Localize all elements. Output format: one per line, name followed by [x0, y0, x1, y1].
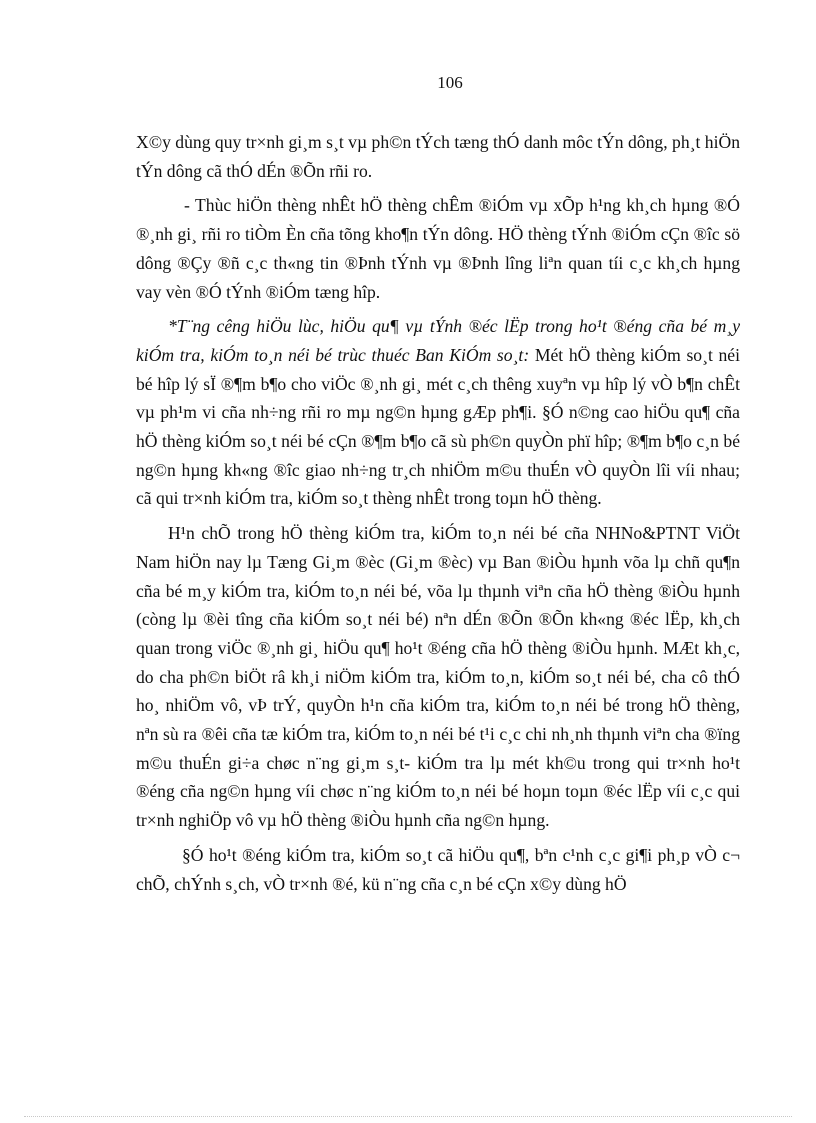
page-number: 106	[437, 73, 463, 92]
paragraph-5: §Ó ho¹t ®éng kiÓm tra, kiÓm so¸t cã hiÖu qu¶, bªn c¹nh c¸c gi¶i ph¸p vÒ c¬ chÕ, chÝnh s¸ch, vÒ tr×nh ®é, kü n¨ng cña c¸n bé cÇn x©y dùng hÖ	[136, 844, 740, 894]
paragraph-3	[136, 312, 740, 513]
paragraph-3-heading: *T¨ng cêng hiÖu lùc, hiÖu qu¶ vµ tÝnh ®éc lËp trong ho¹t ®éng cña bé m¸y kiÓm tra, kiÓm to¸n néi bé trùc thuéc Ban KiÓm so¸t:	[136, 316, 740, 365]
paragraph-3-body: Mét hÖ thèng kiÓm so¸t néi bé hîp lý sÏ ®¶m b¶o cho viÖc ®¸nh gi¸ mét c¸ch thêng xuyªn vµ hîp lý vÒ b¶n chÊt vµ ph¹m vi cña nh÷ng rñi ro mµ ng©n hµng gÆp ph¶i. §Ó n©ng cao hiÖu qu¶ cña hÖ thèng kiÓm so¸t néi bé cÇn ®¶m b¶o cã sù ph©n quyÒn phï hîp; ®¶m b¶o c¸n bé ng©n hµng kh«ng ®îc giao nh÷ng tr¸ch nhiÖm m©u thuÉn vÒ quyÒn lîi víi nhau; cã qui tr×nh kiÓm tra, kiÓm so¸t thèng nhÊt trong toµn hÖ thèng.	[136, 344, 740, 509]
paragraph-4: H¹n chÕ trong hÖ thèng kiÓm tra, kiÓm to¸n néi bé cña NHNo&PTNT ViÖt Nam hiÖn nay lµ Tæng Gi¸m ®èc (Gi¸m ®èc) vµ Ban ®iÒu hµnh võa lµ chñ qu¶n cña bé m¸y kiÓm tra, kiÓm to¸n néi bé, võa lµ thµnh viªn cña hÖ thèng ®iÒu hµnh (còng lµ ®èi tîng cña kiÓm so¸t néi bé) nªn dÉn ®Õn ®Õn kh«ng ®éc lËp, kh¸ch quan trong viÖc ®¸nh gi¸ hiÖu qu¶ ho¹t ®éng cña hÖ thèng ®iÒu hµnh. MÆt kh¸c, do cha ph©n biÖt râ kh¸i niÖm kiÓm tra, kiÓm to¸n, kiÓm so¸t néi bé, cha cô thÓ ho¸ nhiÖm vô, vÞ trÝ, quyÒn h¹n cña kiÓm tra, kiÓm to¸n néi bé trong hÖ thèng, nªn sù ra ®êi cña tæ kiÓm tra, kiÓm to¸n néi bé t¹i c¸c chi nh¸nh thµnh viªn cha ®ïng m©u thuÉn gi÷a chøc n¨ng gi¸m s¸t- kiÓm tra lµ mét kh©u trong qui tr×nh ho¹t ®éng cña ng©n hµng víi chøc n¨ng kiÓm to¸n néi bé hoµn toµn ®éc lËp víi c¸c qui tr×nh nghiÖp vô vµ hÖ thèng ®iÒu hµnh cña ng©n hµng.	[136, 523, 740, 831]
paragraph-1: X©y dùng quy tr×nh gi¸m s¸t vµ ph©n tÝch tæng thÓ danh môc tÝn dông, ph¸t hiÖn tÝn dông cã thÓ dÉn ®Õn rñi ro.	[136, 132, 740, 181]
document-body	[136, 128, 740, 904]
footer-divider	[24, 1116, 792, 1117]
paragraph-2: - Thùc hiÖn thèng nhÊt hÖ thèng chÊm ®iÓm vµ xÕp h¹ng kh¸ch hµng ®Ó ®¸nh gi¸ rñi ro tiÒm Èn cña tõng kho¶n tÝn dông. HÖ thèng tÝnh ®iÓm cÇn ®îc sö dông ®Çy ®ñ c¸c th«ng tin ®Þnh tÝnh vµ ®Þnh lîng liªn quan tíi c¸c kh¸ch hµng vay vèn ®Ó tÝnh ®iÓm tæng hîp.	[136, 195, 740, 302]
